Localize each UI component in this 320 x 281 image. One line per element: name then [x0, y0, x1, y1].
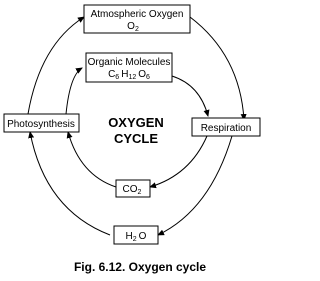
atmospheric-oxygen-formula: $O_2$	[127, 21, 139, 33]
arc-co2-to-photosynthesis	[68, 132, 116, 187]
center-title-line1: OXYGEN	[108, 115, 164, 130]
arc-respiration-to-co2	[150, 136, 207, 187]
center-title-line2: CYCLE	[113, 131, 159, 146]
figure-caption: Fig. 6.12. Oxygen cycle	[73, 260, 207, 274]
arc-photosynthesis-to-organic	[66, 68, 82, 114]
organic-molecules-formula: $C_6$ $H_{12}$ $O_6$	[108, 69, 150, 81]
node-respiration	[192, 118, 260, 136]
arc-h2o-to-photosynthesis	[30, 132, 110, 235]
h2o-label: $H_2$ O	[125, 231, 147, 243]
node-h2o	[114, 226, 158, 244]
photosynthesis-label: Photosynthesis	[7, 119, 75, 130]
atmospheric-oxygen-label: Atmospheric Oxygen	[90, 9, 184, 20]
node-atmospheric-oxygen	[84, 5, 190, 33]
arc-organic-to-respiration	[172, 76, 208, 116]
node-co2	[116, 180, 150, 197]
arc-atmospheric-to-respiration	[190, 17, 244, 120]
co2-label: $CO_2$	[122, 184, 142, 196]
organic-molecules-label: Organic Molecules	[87, 57, 171, 68]
node-organic-molecules	[86, 53, 172, 82]
arc-photosynthesis-to-atmospheric	[28, 17, 84, 114]
respiration-label: Respiration	[200, 123, 252, 134]
node-photosynthesis	[4, 114, 79, 132]
arc-respiration-to-h2o	[158, 136, 232, 235]
